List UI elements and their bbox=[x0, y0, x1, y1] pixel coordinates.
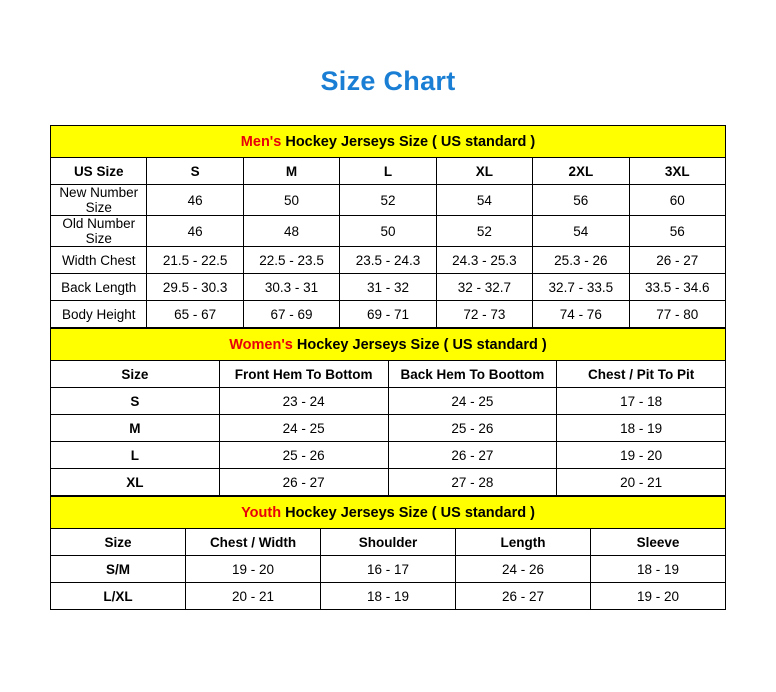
youth-row-1-cell-3: 19 - 20 bbox=[591, 583, 726, 610]
mens-row-4-cell-1: 67 - 69 bbox=[243, 301, 339, 328]
mens-row-2-cell-5: 26 - 27 bbox=[629, 247, 725, 274]
mens-row-0-cell-0: 46 bbox=[147, 185, 243, 216]
womens-section-header bbox=[51, 329, 726, 361]
youth-col-header-2: Shoulder bbox=[321, 529, 456, 556]
womens-section-header-row bbox=[51, 329, 726, 361]
youth-section-header-accent: Youth bbox=[241, 504, 282, 521]
youth-size-table bbox=[50, 496, 726, 610]
table-row bbox=[51, 247, 726, 274]
mens-row-3-cell-1: 30.3 - 31 bbox=[243, 274, 339, 301]
womens-row-3-cell-0: 26 - 27 bbox=[219, 469, 388, 496]
mens-section-header-accent: Men's bbox=[240, 133, 282, 150]
table-row bbox=[51, 185, 726, 216]
mens-row-2-cell-3: 24.3 - 25.3 bbox=[436, 247, 532, 274]
youth-col-header-4: Sleeve bbox=[591, 529, 726, 556]
mens-col-header-3: L bbox=[340, 158, 436, 185]
mens-col-header-6: 3XL bbox=[629, 158, 725, 185]
mens-row-3-cell-2: 31 - 32 bbox=[340, 274, 436, 301]
womens-row-0-cell-2: 17 - 18 bbox=[557, 388, 726, 415]
womens-row-3-label: XL bbox=[51, 469, 220, 496]
page-title: Size Chart bbox=[320, 66, 456, 96]
mens-row-4-cell-0: 65 - 67 bbox=[147, 301, 243, 328]
mens-row-0-cell-4: 56 bbox=[533, 185, 629, 216]
womens-section-header-accent: Women's bbox=[229, 336, 293, 353]
youth-row-1-cell-0: 20 - 21 bbox=[186, 583, 321, 610]
mens-row-2-cell-0: 21.5 - 22.5 bbox=[147, 247, 243, 274]
youth-row-0-label: S/M bbox=[51, 556, 186, 583]
table-row bbox=[51, 469, 726, 496]
womens-row-1-cell-0: 24 - 25 bbox=[219, 415, 388, 442]
youth-row-0-cell-1: 16 - 17 bbox=[321, 556, 456, 583]
youth-row-0-cell-2: 24 - 26 bbox=[456, 556, 591, 583]
mens-row-2-cell-2: 23.5 - 24.3 bbox=[340, 247, 436, 274]
mens-row-0-cell-2: 52 bbox=[340, 185, 436, 216]
mens-col-header-4: XL bbox=[436, 158, 532, 185]
mens-row-2-cell-4: 25.3 - 26 bbox=[533, 247, 629, 274]
table-row bbox=[51, 442, 726, 469]
mens-col-header-2: M bbox=[243, 158, 339, 185]
mens-size-table bbox=[50, 125, 726, 328]
womens-row-0-label: S bbox=[51, 388, 220, 415]
youth-col-header-0: Size bbox=[51, 529, 186, 556]
mens-row-1-cell-3: 52 bbox=[436, 216, 532, 247]
mens-row-1-cell-5: 56 bbox=[629, 216, 725, 247]
table-row bbox=[51, 274, 726, 301]
mens-section-header-rest: Hockey Jerseys Size ( US standard ) bbox=[281, 133, 536, 150]
womens-row-0-cell-1: 24 - 25 bbox=[388, 388, 557, 415]
youth-row-1-cell-1: 18 - 19 bbox=[321, 583, 456, 610]
womens-col-header-0: Size bbox=[51, 361, 220, 388]
table-row bbox=[51, 556, 726, 583]
youth-row-1-cell-2: 26 - 27 bbox=[456, 583, 591, 610]
youth-row-1-label: L/XL bbox=[51, 583, 186, 610]
mens-row-1-cell-2: 50 bbox=[340, 216, 436, 247]
womens-row-2-cell-1: 26 - 27 bbox=[388, 442, 557, 469]
mens-row-3-cell-5: 33.5 - 34.6 bbox=[629, 274, 725, 301]
womens-size-table bbox=[50, 328, 726, 496]
youth-row-0-cell-3: 18 - 19 bbox=[591, 556, 726, 583]
mens-row-2-label: Width Chest bbox=[51, 247, 147, 274]
mens-row-1-label: Old Number Size bbox=[51, 216, 147, 247]
womens-row-1-cell-2: 18 - 19 bbox=[557, 415, 726, 442]
youth-section-header-row bbox=[51, 497, 726, 529]
mens-row-4-cell-3: 72 - 73 bbox=[436, 301, 532, 328]
mens-section-header bbox=[51, 126, 726, 158]
mens-row-1-cell-0: 46 bbox=[147, 216, 243, 247]
youth-section-header-rest: Hockey Jerseys Size ( US standard ) bbox=[281, 504, 535, 521]
mens-column-header-row bbox=[51, 158, 726, 185]
womens-row-2-cell-0: 25 - 26 bbox=[219, 442, 388, 469]
mens-row-3-cell-0: 29.5 - 30.3 bbox=[147, 274, 243, 301]
youth-col-header-1: Chest / Width bbox=[186, 529, 321, 556]
mens-row-0-label: New Number Size bbox=[51, 185, 147, 216]
youth-section-header bbox=[51, 497, 726, 529]
mens-row-1-cell-4: 54 bbox=[533, 216, 629, 247]
womens-row-2-label: L bbox=[51, 442, 220, 469]
womens-row-1-cell-1: 25 - 26 bbox=[388, 415, 557, 442]
youth-col-header-3: Length bbox=[456, 529, 591, 556]
womens-col-header-1: Front Hem To Bottom bbox=[219, 361, 388, 388]
table-row bbox=[51, 583, 726, 610]
womens-row-2-cell-2: 19 - 20 bbox=[557, 442, 726, 469]
mens-row-4-cell-5: 77 - 80 bbox=[629, 301, 725, 328]
womens-row-1-label: M bbox=[51, 415, 220, 442]
mens-row-4-label: Body Height bbox=[51, 301, 147, 328]
table-row bbox=[51, 388, 726, 415]
womens-section-header-rest: Hockey Jerseys Size ( US standard ) bbox=[292, 336, 547, 353]
mens-section-header-row bbox=[51, 126, 726, 158]
womens-col-header-2: Back Hem To Boottom bbox=[388, 361, 557, 388]
mens-row-0-cell-3: 54 bbox=[436, 185, 532, 216]
womens-row-3-cell-2: 20 - 21 bbox=[557, 469, 726, 496]
table-row bbox=[51, 415, 726, 442]
mens-row-3-cell-3: 32 - 32.7 bbox=[436, 274, 532, 301]
womens-col-header-3: Chest / Pit To Pit bbox=[557, 361, 726, 388]
size-tables-container bbox=[50, 97, 726, 610]
mens-row-0-cell-5: 60 bbox=[629, 185, 725, 216]
mens-row-1-cell-1: 48 bbox=[243, 216, 339, 247]
womens-row-0-cell-0: 23 - 24 bbox=[219, 388, 388, 415]
womens-row-3-cell-1: 27 - 28 bbox=[388, 469, 557, 496]
table-row bbox=[51, 301, 726, 328]
mens-col-header-0: US Size bbox=[51, 158, 147, 185]
mens-col-header-1: S bbox=[147, 158, 243, 185]
mens-row-2-cell-1: 22.5 - 23.5 bbox=[243, 247, 339, 274]
table-row bbox=[51, 216, 726, 247]
mens-row-0-cell-1: 50 bbox=[243, 185, 339, 216]
mens-row-3-cell-4: 32.7 - 33.5 bbox=[533, 274, 629, 301]
mens-row-3-label: Back Length bbox=[51, 274, 147, 301]
womens-column-header-row bbox=[51, 361, 726, 388]
mens-row-4-cell-4: 74 - 76 bbox=[533, 301, 629, 328]
mens-row-4-cell-2: 69 - 71 bbox=[340, 301, 436, 328]
mens-col-header-5: 2XL bbox=[533, 158, 629, 185]
youth-row-0-cell-0: 19 - 20 bbox=[186, 556, 321, 583]
youth-column-header-row bbox=[51, 529, 726, 556]
